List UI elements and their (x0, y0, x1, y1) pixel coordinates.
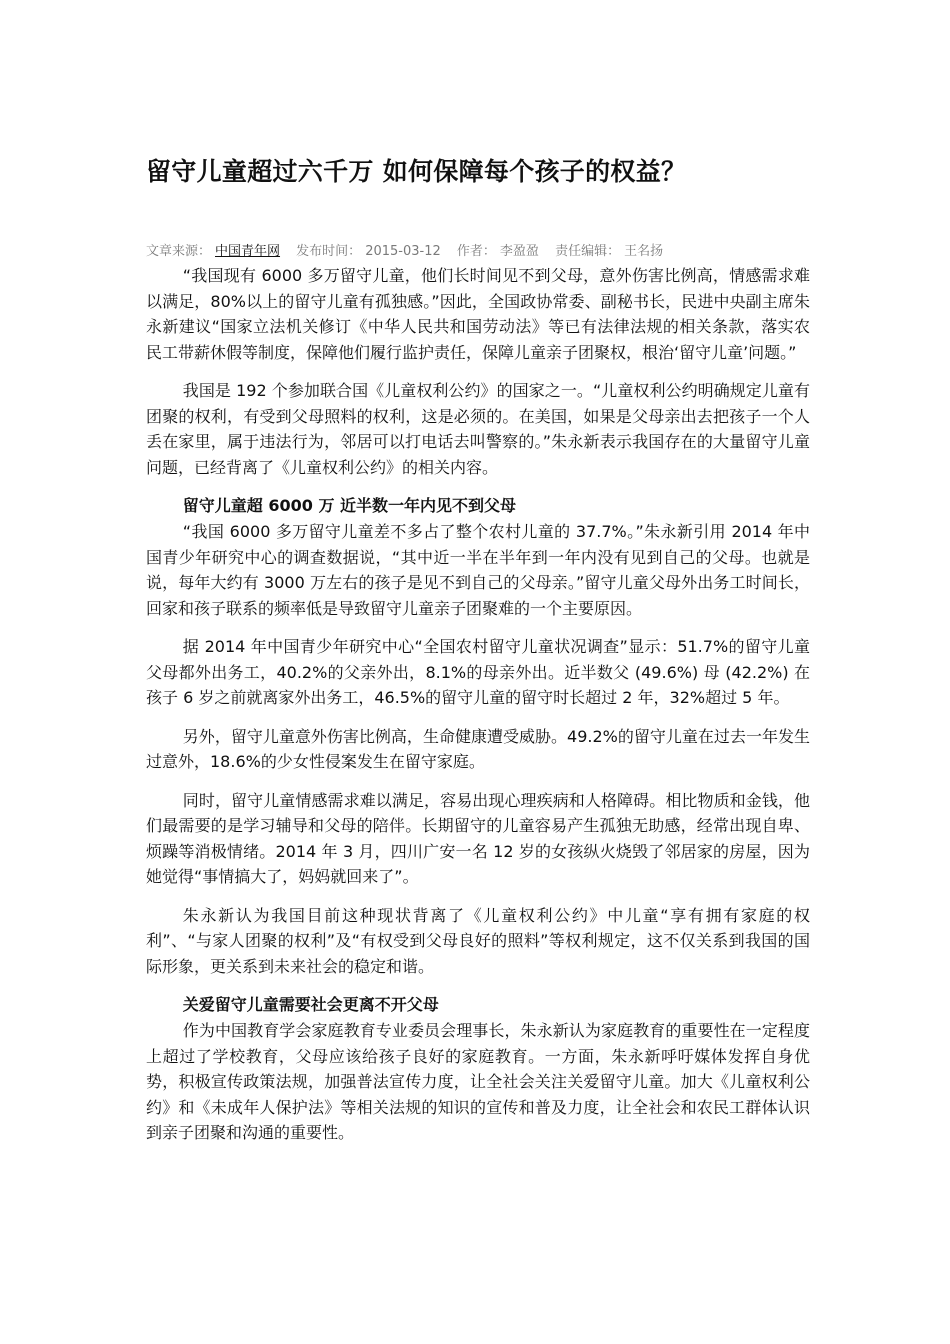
paragraph: 朱永新认为我国目前这种现状背离了《儿童权利公约》中儿童“享有拥有家庭的权利”、“与家人团聚的权利”及“有权受到父母良好的照料”等权利规定，这不仅关系到我国的国际形象，更关系到未来社会的稳定和谐。 (146, 905, 810, 976)
source-link[interactable]: 中国青年网 (215, 244, 281, 259)
article-body (146, 263, 810, 1146)
paragraph: 同时，留守儿童情感需求难以满足，容易出现心理疾病和人格障碍。相比物质和金钱，他们最需要的是学习辅导和父母的陪伴。长期留守的儿童容易产生孤独无助感，经常出现自卑、烦躁等消极情绪。2014 年 3 月，四川广安一名 12 岁的女孩纵火烧毁了邻居家的房屋，因为她觉得“事情搞大了，妈妈就回来了”。 (146, 790, 810, 886)
time-label: 发布时间： (296, 244, 362, 259)
paragraph: “我国现有 6000 多万留守儿童，他们长时间见不到父母，意外伤害比例高，情感需求难以满足，80%以上的留守儿童有孤独感。”因此，全国政协常委、副秘书长，民进中央副主席朱永新建议“国家立法机关修订《中华人民共和国劳动法》等已有法律法规的相关条款，落实农民工带薪休假等制度，保障他们履行监护责任，保障儿童亲子团聚权，根治‘留守儿童’问题。” (146, 266, 810, 362)
paragraph: 我国是 192 个参加联合国《儿童权利公约》的国家之一。“儿童权利公约明确规定儿童有团聚的权利，有受到父母照料的权利，这是必须的。在美国，如果是父母亲出去把孩子一个人丢在家里，属于违法行为，邻居可以打电话去叫警察的。”朱永新表示我国存在的大量留守儿童问题，已经背离了《儿童权利公约》的相关内容。 (146, 381, 810, 477)
paragraph: 另外，留守儿童意外伤害比例高，生命健康遭受威胁。49.2%的留守儿童在过去一年发生过意外，18.6%的少女性侵案发生在留守家庭。 (146, 726, 810, 771)
article-title: 留守儿童超过六千万 如何保障每个孩子的权益？ (146, 157, 687, 186)
publish-time: 2015-03-12 (365, 244, 441, 259)
section-heading: 留守儿童超 6000 万 近半数一年内见不到父母 (182, 496, 517, 515)
paragraph: 作为中国教育学会家庭教育专业委员会理事长，朱永新认为家庭教育的重要性在一定程度上超过了学校教育，父母应该给孩子良好的家庭教育。一方面，朱永新呼吁媒体发挥自身优势，积极宣传政策法规，加强普法宣传力度，让全社会关注关爱留守儿童。加大《儿童权利公约》和《未成年人保护法》等相关法规的知识的宣传和普及力度，让全社会和农民工群体认识到亲子团聚和沟通的重要性。 (146, 1021, 810, 1142)
author-name: 李盈盈 (499, 244, 539, 259)
author-label: 作者： (456, 244, 496, 259)
article-meta (146, 241, 826, 263)
paragraph: “我国 6000 多万留守儿童差不多占了整个农村儿童的 37.7%。”朱永新引用 2014 年中国青少年研究中心的调查数据说，“其中近一半在半年到一年内没有见到自己的父母。也就是说，每年大约有 3000 万左右的孩子是见不到自己的父母亲。”留守儿童父母外出务工时间长，回家和孩子联系的频率低是导致留守儿童亲子团聚难的一个主要原因。 (146, 522, 810, 618)
editor-label: 责任编辑： (555, 244, 621, 259)
section-heading: 关爱留守儿童需要社会更离不开父母 (182, 995, 439, 1014)
source-label: 文章来源： (146, 244, 212, 259)
editor-name: 王名扬 (624, 244, 664, 259)
paragraph: 据 2014 年中国青少年研究中心“全国农村留守儿童状况调查”显示：51.7%的留守儿童父母都外出务工，40.2%的父亲外出，8.1%的母亲外出。近半数父 (49.6%) 母 (42.2%) 在孩子 6 岁之前就离家外出务工，46.5%的留守儿童的留守时长超过 2 年，32%超过 5 年。 (146, 637, 810, 707)
